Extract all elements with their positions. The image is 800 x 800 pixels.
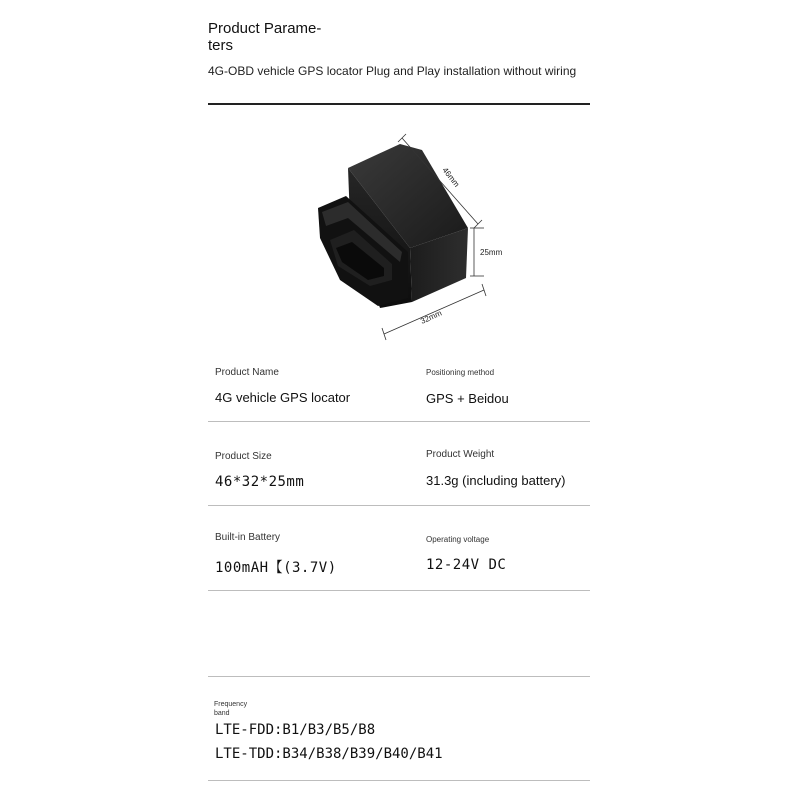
page-title: Product Parame- ters — [208, 20, 322, 54]
product-size-value: 46*32*25mm — [215, 474, 305, 490]
product-weight-label: Product Weight — [426, 449, 495, 460]
page-subtitle: 4G-OBD vehicle GPS locator Plug and Play installation without wiring — [208, 64, 577, 78]
row-divider — [208, 780, 590, 781]
dimension-width-label: 32mm — [419, 308, 444, 326]
operating-voltage-label: Operating voltage — [426, 535, 490, 544]
lte-fdd-bands: LTE-FDD:B1/B3/B5/B8 — [215, 722, 376, 738]
dimension-height-label: 25mm — [480, 248, 503, 257]
product-name-label: Product Name — [215, 367, 279, 378]
battery-value: 100mAH【(3.7V) — [215, 560, 337, 576]
row-divider — [208, 590, 590, 591]
positioning-method-value: GPS + Beidou — [426, 391, 509, 406]
row-divider — [208, 421, 590, 422]
operating-voltage-value: 12-24V DC — [426, 557, 507, 573]
header-divider — [208, 103, 590, 105]
product-weight-value: 31.3g (including battery) — [426, 473, 566, 488]
product-name-value: 4G vehicle GPS locator — [215, 390, 351, 405]
positioning-method-label: Positioning method — [426, 368, 495, 377]
dimension-depth-label: 46mm — [440, 165, 462, 189]
row-divider — [208, 505, 590, 506]
row-divider — [208, 676, 590, 677]
product-size-label: Product Size — [215, 451, 272, 462]
frequency-band-label: Frequency band — [214, 701, 248, 717]
product-illustration — [300, 130, 520, 345]
battery-label: Built-in Battery — [215, 532, 281, 543]
lte-tdd-bands: LTE-TDD:B34/B38/B39/B40/B41 — [215, 746, 443, 762]
